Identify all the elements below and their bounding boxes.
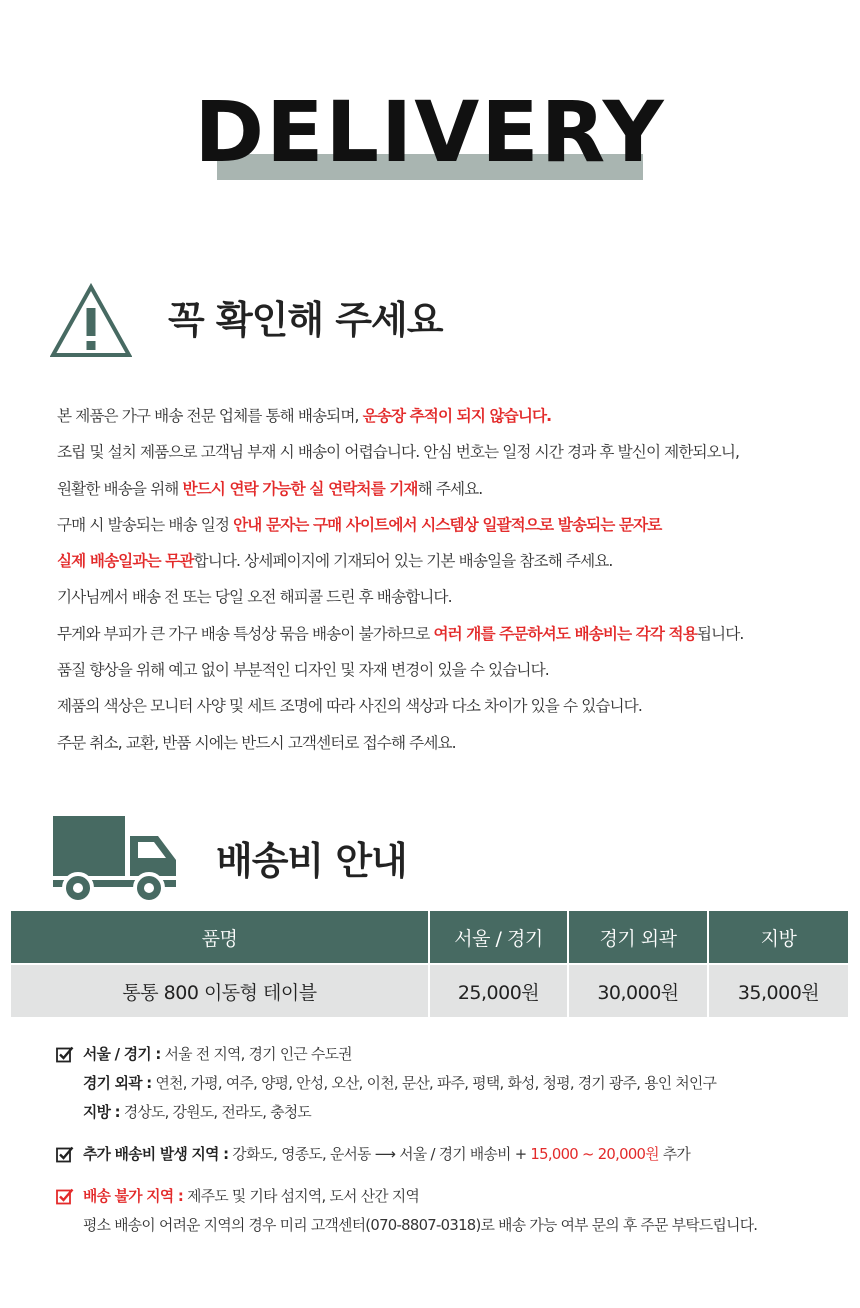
region-legend xyxy=(56,1040,846,1240)
notice-list xyxy=(57,398,847,761)
table-row xyxy=(11,964,848,1017)
region-seoul-gyeonggi: 서울 / 경기 : 서울 전 지역, 경기 인근 수도권 xyxy=(83,1046,352,1063)
notice-line: 기사님께서 배송 전 또는 당일 오전 해피콜 드린 후 배송합니다. xyxy=(57,588,452,607)
checkbox-checked-icon xyxy=(56,1046,74,1063)
header-seoul-gyeonggi: 서울 / 경기 xyxy=(429,911,568,964)
product-name: 통통 800 이동형 테이블 xyxy=(11,964,429,1017)
fee-gyeonggi-outskirts: 30,000원 xyxy=(568,964,708,1017)
delivery-truck-icon xyxy=(50,814,180,904)
checkbox-checked-icon xyxy=(56,1188,74,1205)
unavailable-line: 배송 불가 지역 : 제주도 및 기타 섬지역, 도서 산간 지역 xyxy=(83,1188,420,1205)
region-gyeonggi-outskirts: 경기 외곽 : 연천, 가평, 여주, 양평, 안성, 오산, 이천, 문산, 파주, 평택, 화성, 청평, 경기 광주, 용인 처인구 xyxy=(83,1075,717,1092)
checkbox-checked-icon xyxy=(56,1146,74,1163)
notice-line: 제품의 색상은 모니터 사양 및 세트 조명에 따라 사진의 색상과 다소 차이가 있을 수 있습니다. xyxy=(57,697,642,716)
fee-header xyxy=(50,814,810,904)
notice-header xyxy=(50,283,810,363)
header-provinces: 지방 xyxy=(708,911,848,964)
notice-line: 무게와 부피가 큰 가구 배송 특성상 묶음 배송이 불가하므로 여러 개를 주문하셔도 배송비는 각각 적용됩니다. xyxy=(57,624,744,643)
notice-line: 원활한 배송을 위해 반드시 연락 가능한 실 연락처를 기재해 주세요. xyxy=(57,479,483,498)
notice-line: 품질 향상을 위해 예고 없이 부분적인 디자인 및 자재 변경이 있을 수 있습니다. xyxy=(57,661,549,680)
extra-fee-group xyxy=(56,1140,846,1169)
fee-provinces: 35,000원 xyxy=(708,964,848,1017)
notice-line: 주문 취소, 교환, 반품 시에는 반드시 고객센터로 접수해 주세요. xyxy=(57,733,456,752)
extra-fee-line: 추가 배송비 발생 지역 : 강화도, 영종도, 운서동 ⟶ 서울 / 경기 배송비 + 15,000 ~ 20,000원 추가 xyxy=(83,1146,691,1163)
notice-line: 실제 배송일과는 무관합니다. 상세페이지에 기재되어 있는 기본 배송일을 참조해 주세요. xyxy=(57,552,613,571)
fee-table xyxy=(11,911,848,1017)
notice-heading: 꼭 확인해 주세요 xyxy=(168,298,443,342)
header-product: 품명 xyxy=(11,911,429,964)
fee-table-header xyxy=(11,911,848,964)
region-provinces: 지방 : 경상도, 강원도, 전라도, 충청도 xyxy=(83,1104,312,1121)
unavailable-note: 평소 배송이 어려운 지역의 경우 미리 고객센터(070-8807-0318)로 배송 가능 여부 문의 후 주문 부탁드립니다. xyxy=(83,1217,758,1234)
unavailable-group xyxy=(56,1182,846,1240)
page-title: DELIVERY xyxy=(194,83,666,181)
delivery-title-block xyxy=(0,82,860,192)
notice-line: 본 제품은 가구 배송 전문 업체를 통해 배송되며, 운송장 추적이 되지 않습니다. xyxy=(57,407,552,425)
fee-heading: 배송비 안내 xyxy=(216,839,407,883)
notice-line: 조립 및 설치 제품으로 고객님 부재 시 배송이 어렵습니다. 안심 번호는 일정 시간 경과 후 발신이 제한되오니, xyxy=(57,443,740,462)
region-group xyxy=(56,1040,846,1127)
fee-seoul-gyeonggi: 25,000원 xyxy=(429,964,568,1017)
warning-triangle-icon xyxy=(50,283,132,359)
header-gyeonggi-outskirts: 경기 외곽 xyxy=(568,911,708,964)
notice-line: 구매 시 발송되는 배송 일정 안내 문자는 구매 사이트에서 시스템상 일괄적으로 발송되는 문자로 xyxy=(57,515,662,534)
